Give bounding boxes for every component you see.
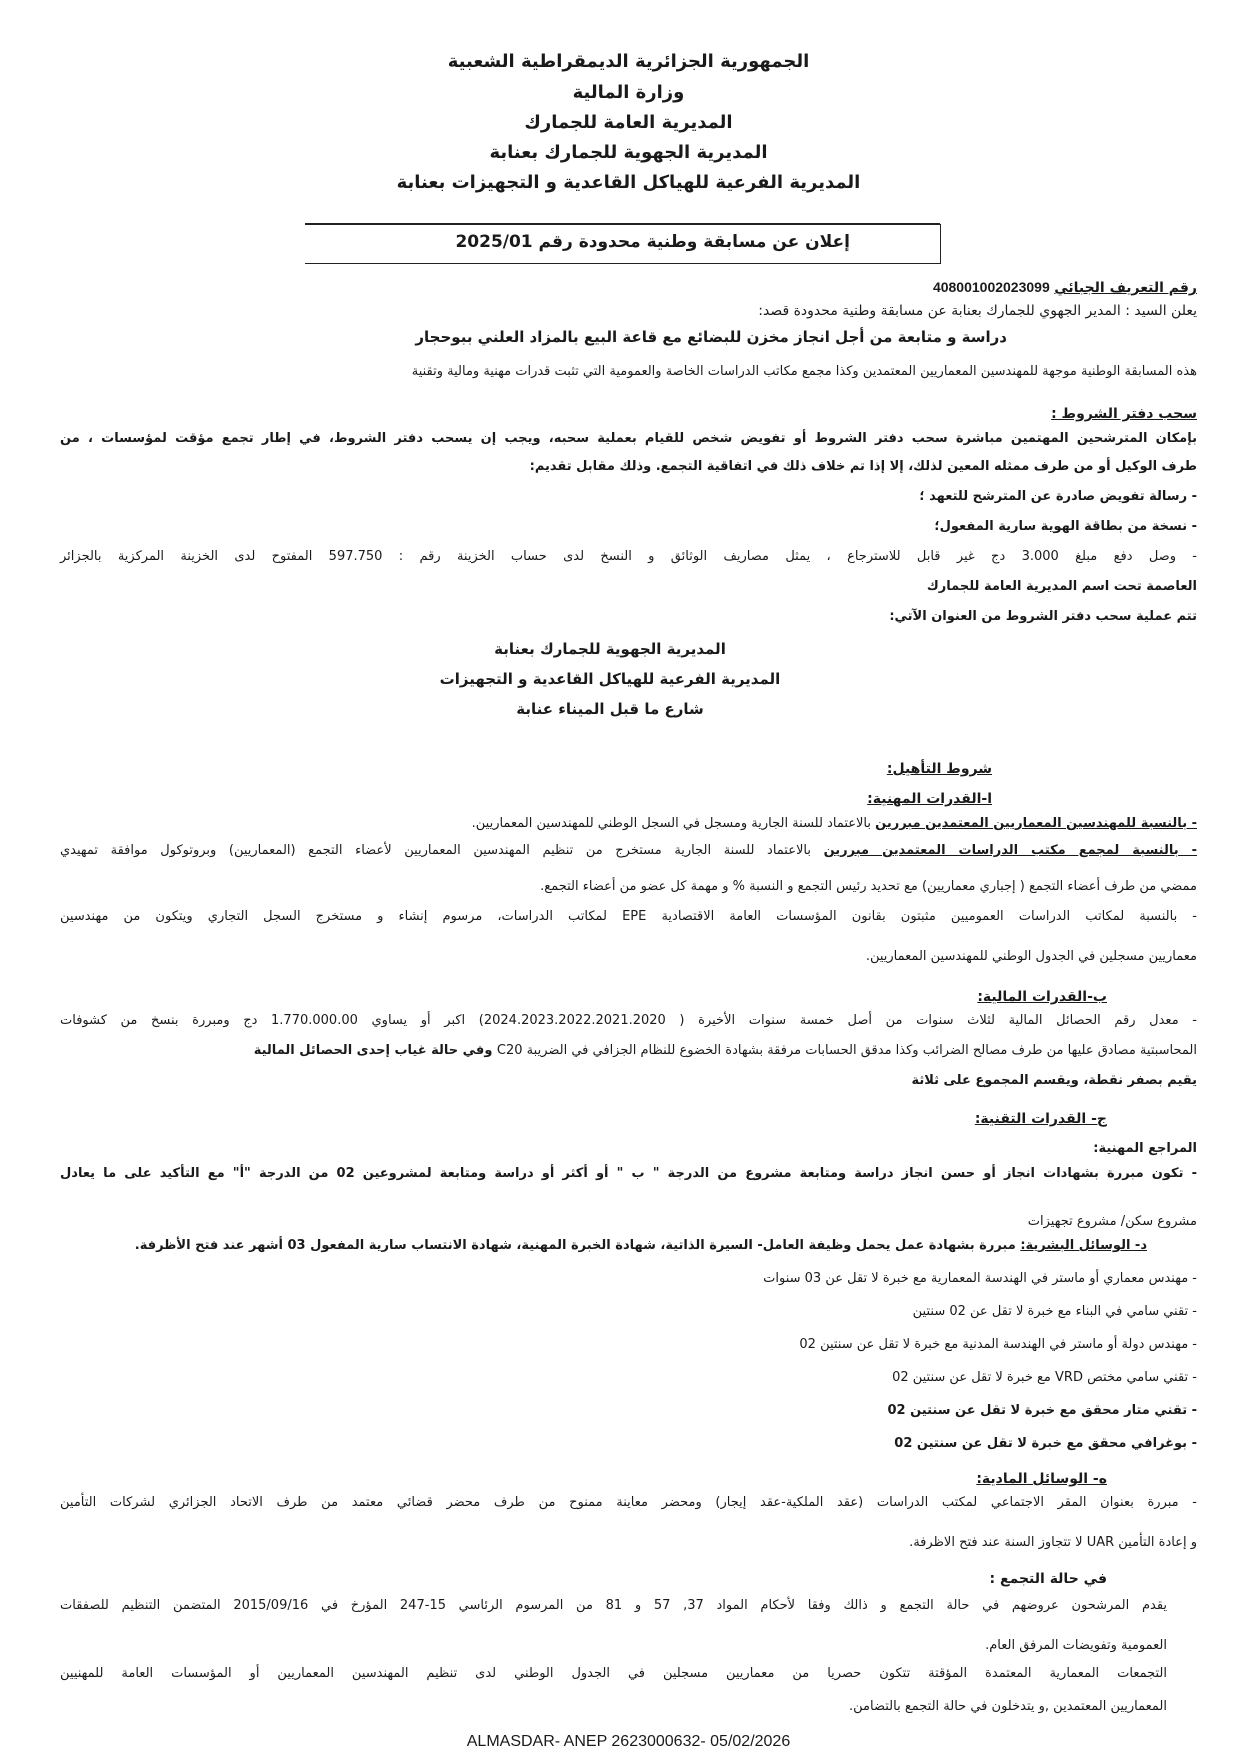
professional-line-4: - بالنسبة لمكاتب الدراسات العموميين مثبتون بقانون المؤسسات العامة الاقتصادية EPE لمكاتب الدراسات، مرسوم إنشاء و مستخرج السجل التجاري ويتكون من مهندسين: [60, 909, 1197, 924]
address-line-1: المديرية الجهوية للجمارك بعنابة: [494, 640, 726, 658]
professional-line-5: معماريين مسجلين في الجدول الوطني للمهندسين المعماريين.: [865, 949, 1197, 964]
withdrawal-p1a: بإمكان المترشحين المهتمين مباشرة سحب دفتر الشروط أو تفويض شخص للقيام بعملية سحبه، ويجب إن يسحب دفتر الشروط، في إطار تجمع مؤقت لمؤسسات ، من: [60, 431, 1197, 446]
professional-heading: ا-القدرات المهنية:: [867, 791, 992, 807]
technical-refs-label: المراجع المهنية:: [1093, 1141, 1197, 1156]
qualification-heading: شروط التأهيل:: [886, 761, 992, 777]
withdrawal-heading: سحب دفتر الشروط :: [1051, 406, 1197, 422]
header-general-directorate: المديرية العامة للجمارك: [524, 112, 733, 133]
staff-item-6: - بوغرافي محقق مع خبرة لا تقل عن سنتين 02: [894, 1436, 1197, 1451]
requirement-item-3b: العاصمة تحت اسم المديرية العامة للجمارك: [926, 579, 1197, 594]
staff-item-5: - تقني متار محقق مع خبرة لا تقل عن سنتين 02: [887, 1403, 1197, 1418]
requirement-item-1: - رسالة تفويض صادرة عن المترشح للتعهد ؛: [919, 489, 1197, 504]
material-line-2: و إعادة التأمين UAR لا تتجاوز السنة عند فتح الاظرفة.: [909, 1535, 1197, 1550]
staff-item-2: - تقني سامي في البناء مع خبرة لا تقل عن 02 سنتين: [912, 1304, 1197, 1319]
technical-line-1: - تكون مبررة بشهادات انجاز أو حسن انجاز دراسة ومتابعة مشروع من الدرجة " ب " أو أكثر أو دراسة ومتابعة لمشروعين 02 من الدرجة "أ" مع التأكيد على ما يعادل: [60, 1166, 1197, 1181]
financial-line-2: [60, 1042, 1197, 1060]
announcement-title-box: [305, 224, 941, 264]
professional-line-1-text: بالاعتماد للسنة الجارية ومسجل في السجل الوطني للمهندسين المعماريين.: [471, 816, 876, 831]
financial-line-2-emph: وفي حالة غياب إحدى الحصائل المالية: [253, 1043, 497, 1058]
human-resources-heading: د- الوسائل البشرية:: [1020, 1238, 1147, 1253]
tax-id-line: [933, 278, 1197, 297]
header-regional-directorate: المديرية الجهوية للجمارك بعنابة: [489, 142, 768, 163]
withdrawal-p1b: طرف الوكيل أو من طرف ممثله المعين لذلك، إلا إذا تم خلاف ذلك في اتفاقية التجمع. وذلك مقابل تقديم:: [529, 459, 1197, 474]
professional-line-1-emph: - بالنسبة للمهندسين المعماريين المعتمدين مبررين: [875, 816, 1197, 831]
technical-line-2: مشروع سكن/ مشروع تجهيزات: [1027, 1214, 1197, 1229]
address-line-2: المديرية الفرعية للهياكل القاعدية و التجهيزات: [439, 670, 781, 688]
staff-item-3: - مهندس دولة أو ماستر في الهندسة المدنية مع خبرة لا تقل عن سنتين 02: [799, 1337, 1197, 1352]
financial-line-2-text: المحاسبتية مصادق عليها من طرف مصالح الضرائب وكذا مدقق الحسابات مرفقة بشهادة الخضوع للنظام الجزافي في الضريبة C20: [496, 1043, 1197, 1058]
header-ministry: وزارة المالية: [572, 82, 685, 103]
financial-heading: ب-القدرات المالية:: [977, 989, 1107, 1005]
address-line-3: شارع ما قبل الميناء عنابة: [516, 700, 704, 718]
grouping-line-1: يقدم المرشحون عروضهم في حالة التجمع و ذالك وفقا لأحكام المواد 37, 57 و 81 من المرسوم الرئاسي 15-247 المؤرخ في 2015/09/16 المتضمن التنظيم للصفقات: [60, 1598, 1168, 1613]
professional-line-1: [472, 815, 1197, 833]
project-subject: دراسة و متابعة من أجل انجاز مخزن للبضائع مع قاعة البيع بالمزاد العلني ببوحجار: [415, 328, 1007, 346]
announce-line: يعلن السيد : المدير الجهوي للجمارك بعنابة عن مسابقة وطنية محدودة قصد:: [758, 303, 1197, 319]
human-resources-line: [135, 1237, 1147, 1255]
header-republic: الجمهورية الجزائرية الديمقراطية الشعبية: [447, 51, 810, 72]
material-line-1: - مبررة بعنوان المقر الاجتماعي لمكتب الدراسات (عقد الملكية-عقد إيجار) ومحضر معاينة ممنوح من طرف محضر قضائي معتمد من طرف الاتحاد الجزائري لشركات التأمين: [60, 1495, 1197, 1510]
grouping-line-2: العمومية وتفويضات المرفق العام.: [985, 1638, 1167, 1653]
financial-line-1: - معدل رقم الحصائل المالية لثلاث سنوات من أصل خمسة سنوات الأخيرة ( 2024.2023.2022.2021.2020) اكبر أو يساوي 1.770.000.00 دج ومبررة بنسخ من كشوفات: [60, 1013, 1197, 1028]
divider: [305, 223, 940, 224]
announcement-title: إعلان عن مسابقة وطنية محدودة رقم 2025/01: [455, 232, 850, 252]
address-intro: تتم عملية سحب دفتر الشروط من العنوان الآتي:: [889, 609, 1197, 624]
requirement-item-3a: - وصل دفع مبلغ 3.000 دج غير قابل للاسترجاع ، يمثل مصاريف الوثائق و النسخ لدى حساب الخزينة رقم : 597.750 المفتوح لدى الخزينة المركزية بالجزائر: [60, 549, 1197, 564]
grouping-line-3: التجمعات المعمارية المعتمدة المؤقتة تتكون حصريا من معماريين مسجلين في الجدول الوطني لدى تنظيم المهندسين المعماريين أو المؤسسات العامة للمهنيين: [60, 1666, 1167, 1681]
professional-line-2: [60, 842, 1197, 860]
grouping-heading: في حالة التجمع :: [989, 1571, 1107, 1587]
tax-id-label: رقم التعريف الجبائي: [1054, 280, 1197, 296]
technical-heading: ج- القدرات التقنية:: [974, 1111, 1107, 1127]
professional-line-2-text: بالاعتماد للسنة الجارية مستخرج من تنظيم المهندسين المعماريين لأعضاء التجمع (المعماريين) وبروتوكول موافقة تمهيدي: [60, 843, 824, 858]
financial-line-3: يقيم بصفر نقطة، ويقسم المجموع على ثلاثة: [911, 1073, 1197, 1088]
audience-line: هذه المسابقة الوطنية موجهة للمهندسين المعماريين المعتمدين وكذا مجمع مكاتب الدراسات الخاصة والعمومية التي تثبت قدرات مهنية ومالية وتقنية: [411, 364, 1197, 379]
footer-reference: ALMASDAR- ANEP 2623000632- 05/02/2026: [466, 1733, 791, 1750]
header-sub-directorate: المديرية الفرعية للهياكل القاعدية و التجهيزات بعنابة: [396, 172, 861, 193]
staff-item-4: - تقني سامي مختص VRD مع خبرة لا تقل عن سنتين 02: [892, 1370, 1197, 1385]
professional-line-2-emph: - بالنسبة لمجمع مكتب الدراسات المعتمدين مبررين: [823, 843, 1198, 858]
grouping-line-4: المعماريين المعتمدين ,و يتدخلون في حالة التجمع بالتضامن.: [849, 1699, 1167, 1714]
material-heading: ه- الوسائل المادية:: [976, 1471, 1107, 1487]
professional-line-3: ممضي من طرف أعضاء التجمع ( إجباري معماريين) مع تحديد رئيس التجمع و النسبة % و مهمة كل عضو من أعضاء التجمع.: [540, 879, 1197, 894]
staff-item-1: - مهندس معماري أو ماستر في الهندسة المعمارية مع خبرة لا تقل عن 03 سنوات: [763, 1271, 1197, 1286]
tax-id-value: 408001002023099: [932, 279, 1050, 295]
requirement-item-2: - نسخة من بطاقة الهوية سارية المفعول؛: [934, 519, 1197, 534]
human-resources-text: مبررة بشهادة عمل يحمل وظيفة العامل- السيرة الذاتية، شهادة الخبرة المهنية، شهادة الانتساب سارية المفعول 03 أشهر عند فتح الأظرفة.: [134, 1238, 1021, 1253]
